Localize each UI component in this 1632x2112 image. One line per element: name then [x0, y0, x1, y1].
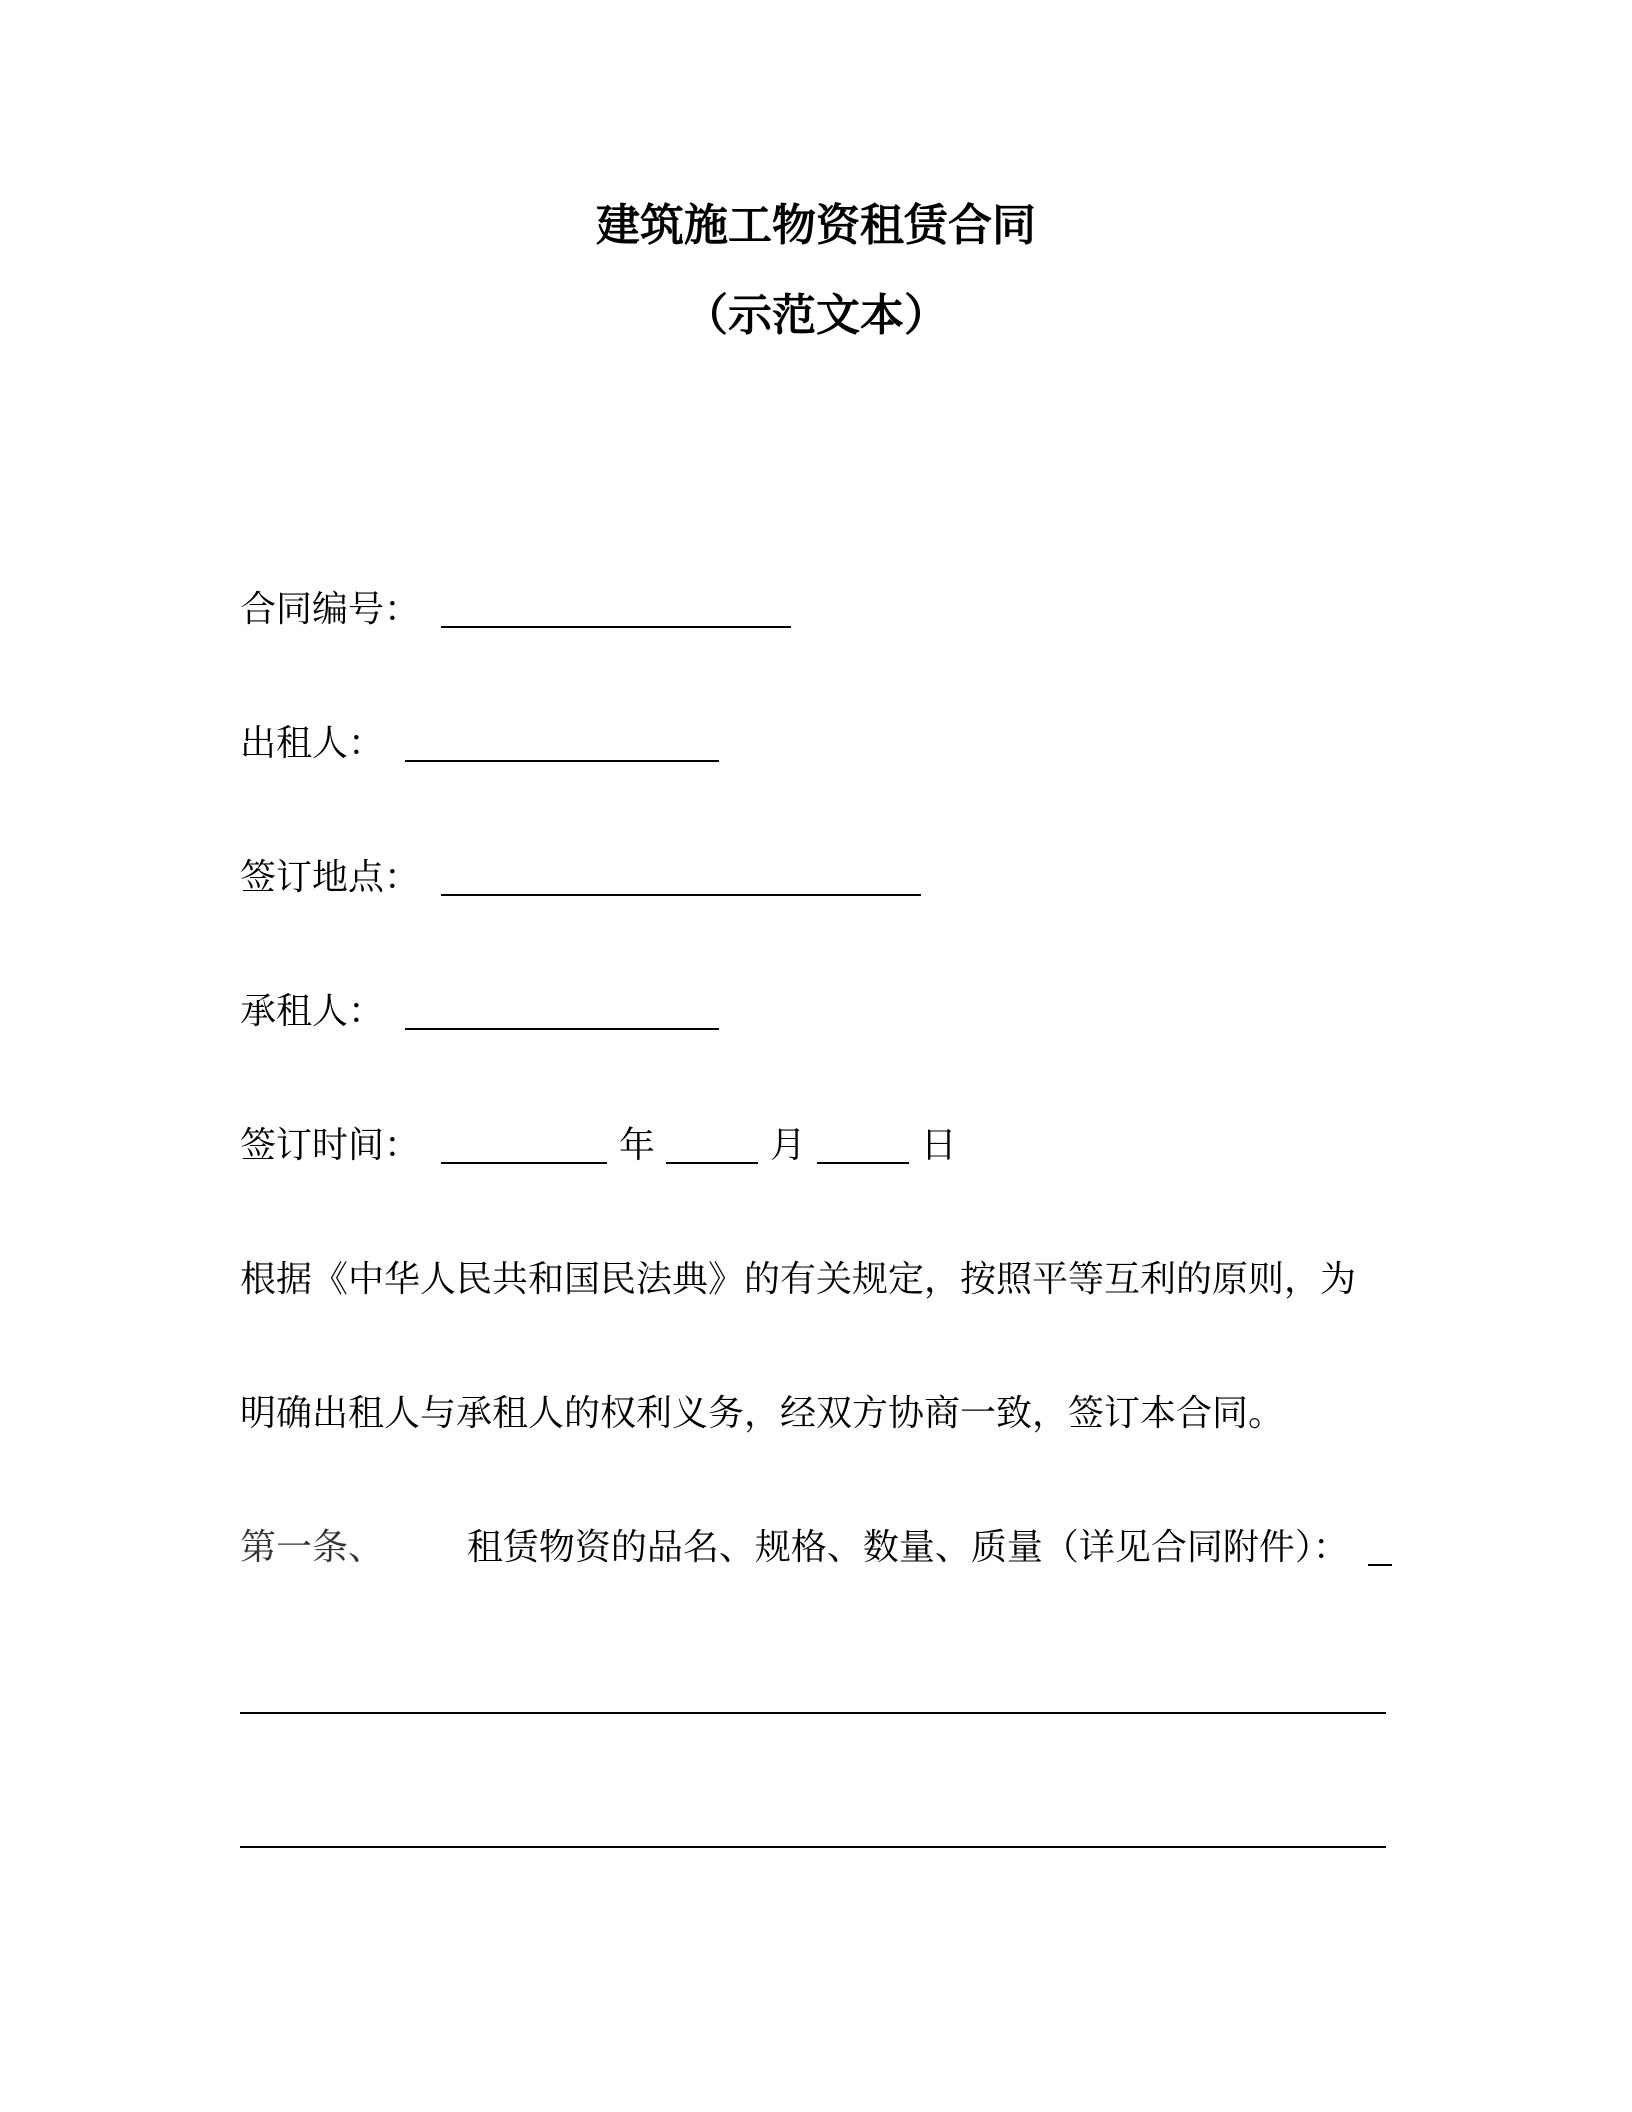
signing-date-row	[240, 1116, 957, 1176]
article-1-inline-blank[interactable]	[1368, 1518, 1392, 1566]
lessee-row	[240, 982, 719, 1042]
document-title: 建筑施工物资租赁合同	[596, 200, 1036, 251]
lessor-blank[interactable]	[405, 714, 719, 762]
contract-number-blank[interactable]	[441, 580, 791, 628]
article-1-heading	[240, 1518, 1392, 1578]
lessee-blank[interactable]	[405, 982, 719, 1030]
intro-paragraph-line1: 根据《中华人民共和国民法典》的有关规定，按照平等互利的原则，为	[240, 1259, 1357, 1300]
intro-paragraph-line2: 明确出租人与承租人的权利义务，经双方协商一致，签订本合同。	[240, 1393, 1285, 1434]
day-blank[interactable]	[817, 1116, 909, 1164]
document-subtitle: （示范文本）	[684, 290, 948, 341]
day-label: 日	[920, 1125, 957, 1166]
year-blank[interactable]	[441, 1116, 607, 1164]
year-label: 年	[618, 1125, 655, 1166]
lessee-label: 承租人：	[240, 991, 385, 1032]
article-1-text: 租赁物资的品名、规格、数量、质量（详见合同附件）：	[466, 1527, 1349, 1568]
signing-date-label: 签订时间：	[240, 1125, 421, 1166]
article-1-fill-line-1[interactable]	[240, 1712, 1386, 1714]
contract-number-row	[240, 580, 791, 640]
signing-place-blank[interactable]	[441, 848, 921, 896]
lessor-label: 出租人：	[240, 723, 385, 764]
month-label: 月	[769, 1125, 806, 1166]
article-1-fill-line-2[interactable]	[240, 1846, 1386, 1848]
lessor-row	[240, 714, 719, 774]
signing-place-row	[240, 848, 921, 908]
signing-place-label: 签订地点：	[240, 857, 421, 898]
article-1-number: 第一条、	[240, 1527, 385, 1568]
contract-number-label: 合同编号：	[240, 589, 421, 630]
month-blank[interactable]	[666, 1116, 758, 1164]
